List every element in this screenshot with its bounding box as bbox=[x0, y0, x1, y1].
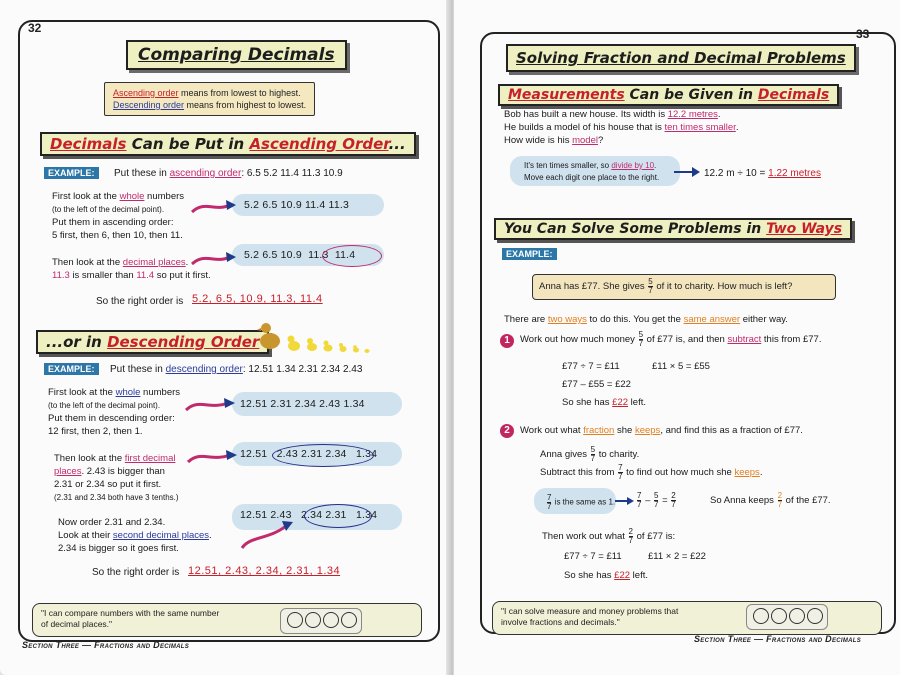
desc-right-order-value: 12.51, 2.43, 2.34, 2.31, 1.34 bbox=[188, 565, 341, 577]
arrow-icon bbox=[190, 248, 240, 270]
two-ways-text: There are two ways to do this. You get the same answer either way. bbox=[504, 314, 788, 325]
asc-highlight-ellipse bbox=[322, 245, 382, 267]
desc-first-decimal-text: Then look at the first decimal places. 2.43 is bigger than 2.31 or 2.34 so put it first. (2.31 and 2.34 both have 3 tenths.) bbox=[54, 453, 179, 502]
thumbs-sideways-icon[interactable] bbox=[305, 612, 321, 628]
self-assessment-icons bbox=[280, 608, 362, 634]
measurements-heading: Measurements Can be Given in Decimals bbox=[498, 84, 839, 106]
desc-second-decimal-text: Now order 2.31 and 2.34. Look at their second decimal places. 2.34 is bigger so it goes first. bbox=[58, 517, 212, 554]
desc-whole-text: First look at the whole numbers (to the left of the decimal point). Put them in descending order: 12 first, then 2, then 1. bbox=[48, 387, 181, 437]
example-label: EXAMPLE: bbox=[44, 363, 99, 375]
self-assessment-icons bbox=[746, 604, 828, 630]
desc-instruction: Put these in descending order: 12.51 1.34 2.31 2.34 2.43 bbox=[110, 364, 363, 375]
desc-sequence-3: 12.51 2.43 2.34 2.31 1.34 bbox=[240, 509, 378, 521]
descending-term: Descending order bbox=[113, 100, 185, 110]
desc-sequence-1: 12.51 2.31 2.34 2.43 1.34 bbox=[240, 398, 365, 410]
right-footer: Section Three — Fractions and Decimals bbox=[694, 634, 862, 644]
desc-right-order-label: So the right order is bbox=[92, 567, 180, 578]
desc-highlight-ellipse bbox=[272, 444, 374, 467]
way-2-keeps: So Anna keeps $\frac{2}{7}$ of the £77. bbox=[710, 491, 831, 509]
way-1-calc-2: £11 × 5 = £55 bbox=[652, 361, 710, 372]
way-2-gives: Anna gives $\frac{5}{7}$ to charity. bbox=[540, 445, 640, 463]
way-2-result: So she has £22 left. bbox=[564, 570, 648, 581]
can-do-statement: "I can compare numbers with the same number of decimal places." bbox=[32, 603, 422, 637]
page-title: Solving Fraction and Decimal Problems bbox=[506, 44, 856, 72]
thumbs-up-icon[interactable] bbox=[287, 612, 303, 628]
way-2-subtract: Subtract this from $\frac{7}{7}$ to find out how much she keeps. bbox=[540, 463, 763, 481]
bob-problem: Bob has built a new house. Its width is 12.2 metres. He builds a model of his house that is ten times smaller. How wide is his model? bbox=[504, 109, 739, 146]
arrow-icon bbox=[190, 196, 240, 218]
asc-decimal-text: Then look at the decimal places. 11.3 is smaller than 11.4 so put it first. bbox=[52, 257, 211, 281]
asc-sequence-1: 5.2 6.5 10.9 11.4 11.3 bbox=[244, 199, 350, 211]
example-label: EXAMPLE: bbox=[502, 248, 557, 260]
two-ways-heading: You Can Solve Some Problems in Two Ways bbox=[494, 218, 852, 240]
definition-box: Ascending order means from lowest to highest. Descending order means from highest to lowest. bbox=[104, 82, 315, 116]
blank-circle-icon[interactable] bbox=[807, 608, 823, 624]
anna-problem: Anna has £77. She gives $\frac{5}{7}$ of it to charity. How much is left? bbox=[532, 274, 836, 300]
thumbs-down-icon[interactable] bbox=[323, 612, 339, 628]
asc-right-order-value: 5.2, 6.5, 10.9, 11.3, 11.4 bbox=[192, 293, 323, 305]
same-as-one: $\frac{7}{7}$ is the same as 1. bbox=[547, 493, 616, 511]
way-1-calc-3: £77 – £55 = £22 bbox=[562, 379, 631, 390]
right-page bbox=[454, 0, 900, 675]
arrow-icon bbox=[672, 166, 702, 178]
can-do-statement: "I can solve measure and money problems that involve fractions and decimals." bbox=[492, 601, 882, 635]
way-2-calc-2: £11 × 2 = £22 bbox=[648, 551, 706, 562]
example-label: EXAMPLE: bbox=[44, 167, 99, 179]
way-2-fraction-calc: $\frac{7}{7}$ – $\frac{5}{7}$ = $\frac{2}{7}$ bbox=[637, 491, 676, 509]
thumbs-up-icon[interactable] bbox=[753, 608, 769, 624]
page-number: 33 bbox=[856, 27, 870, 41]
way-1-text: Work out how much money $\frac{5}{7}$ of £77 is, and then subtract this from £77. bbox=[520, 330, 822, 348]
thumbs-down-icon[interactable] bbox=[789, 608, 805, 624]
page-number: 32 bbox=[28, 21, 42, 35]
arrow-icon bbox=[184, 394, 240, 416]
page-title: Comparing Decimals bbox=[126, 40, 347, 70]
way-2-calc-1: £77 ÷ 7 = £11 bbox=[564, 551, 622, 562]
bob-calculation: 12.2 m ÷ 10 = 1.22 metres bbox=[704, 168, 821, 179]
descending-heading: ...or in Descending Order bbox=[36, 330, 269, 354]
desc-highlight-ellipse bbox=[304, 504, 372, 528]
asc-right-order-label: So the right order is bbox=[96, 296, 184, 307]
way-2-number: 2 bbox=[500, 424, 514, 438]
way-1-calc-1: £77 ÷ 7 = £11 bbox=[562, 361, 620, 372]
bob-hint: It's ten times smaller, so divide by 10. Move each digit one place to the right. bbox=[524, 161, 660, 182]
thumbs-sideways-icon[interactable] bbox=[771, 608, 787, 624]
arrow-icon bbox=[238, 516, 298, 552]
way-2-then: Then work out what $\frac{2}{7}$ of £77 is: bbox=[542, 527, 676, 545]
asc-instruction: Put these in ascending order: 6.5 5.2 11.4 11.3 10.9 bbox=[114, 168, 343, 179]
asc-whole-text: First look at the whole numbers (to the left of the decimal point). Put them in ascending order: 5 first, then 6, then 10, then 11. bbox=[52, 191, 185, 241]
desc-sequence-2: 12.51 2.43 2.31 2.34 1.34 bbox=[240, 448, 378, 460]
ascending-term: Ascending order bbox=[113, 88, 179, 98]
way-2-text: Work out what fraction she keeps, and find this as a fraction of £77. bbox=[520, 425, 803, 436]
ducks-illustration bbox=[256, 316, 376, 356]
blank-circle-icon[interactable] bbox=[341, 612, 357, 628]
ascending-heading: Decimals Can be Put in Ascending Order... bbox=[40, 132, 416, 156]
arrow-icon bbox=[186, 446, 242, 468]
asc-sequence-2: 5.2 6.5 10.9 11.3 11.4 bbox=[244, 249, 356, 261]
way-1-result: So she has £22 left. bbox=[562, 397, 646, 408]
left-footer: Section Three — Fractions and Decimals bbox=[22, 640, 190, 650]
arrow-icon bbox=[614, 496, 636, 506]
way-1-number: 1 bbox=[500, 334, 514, 348]
